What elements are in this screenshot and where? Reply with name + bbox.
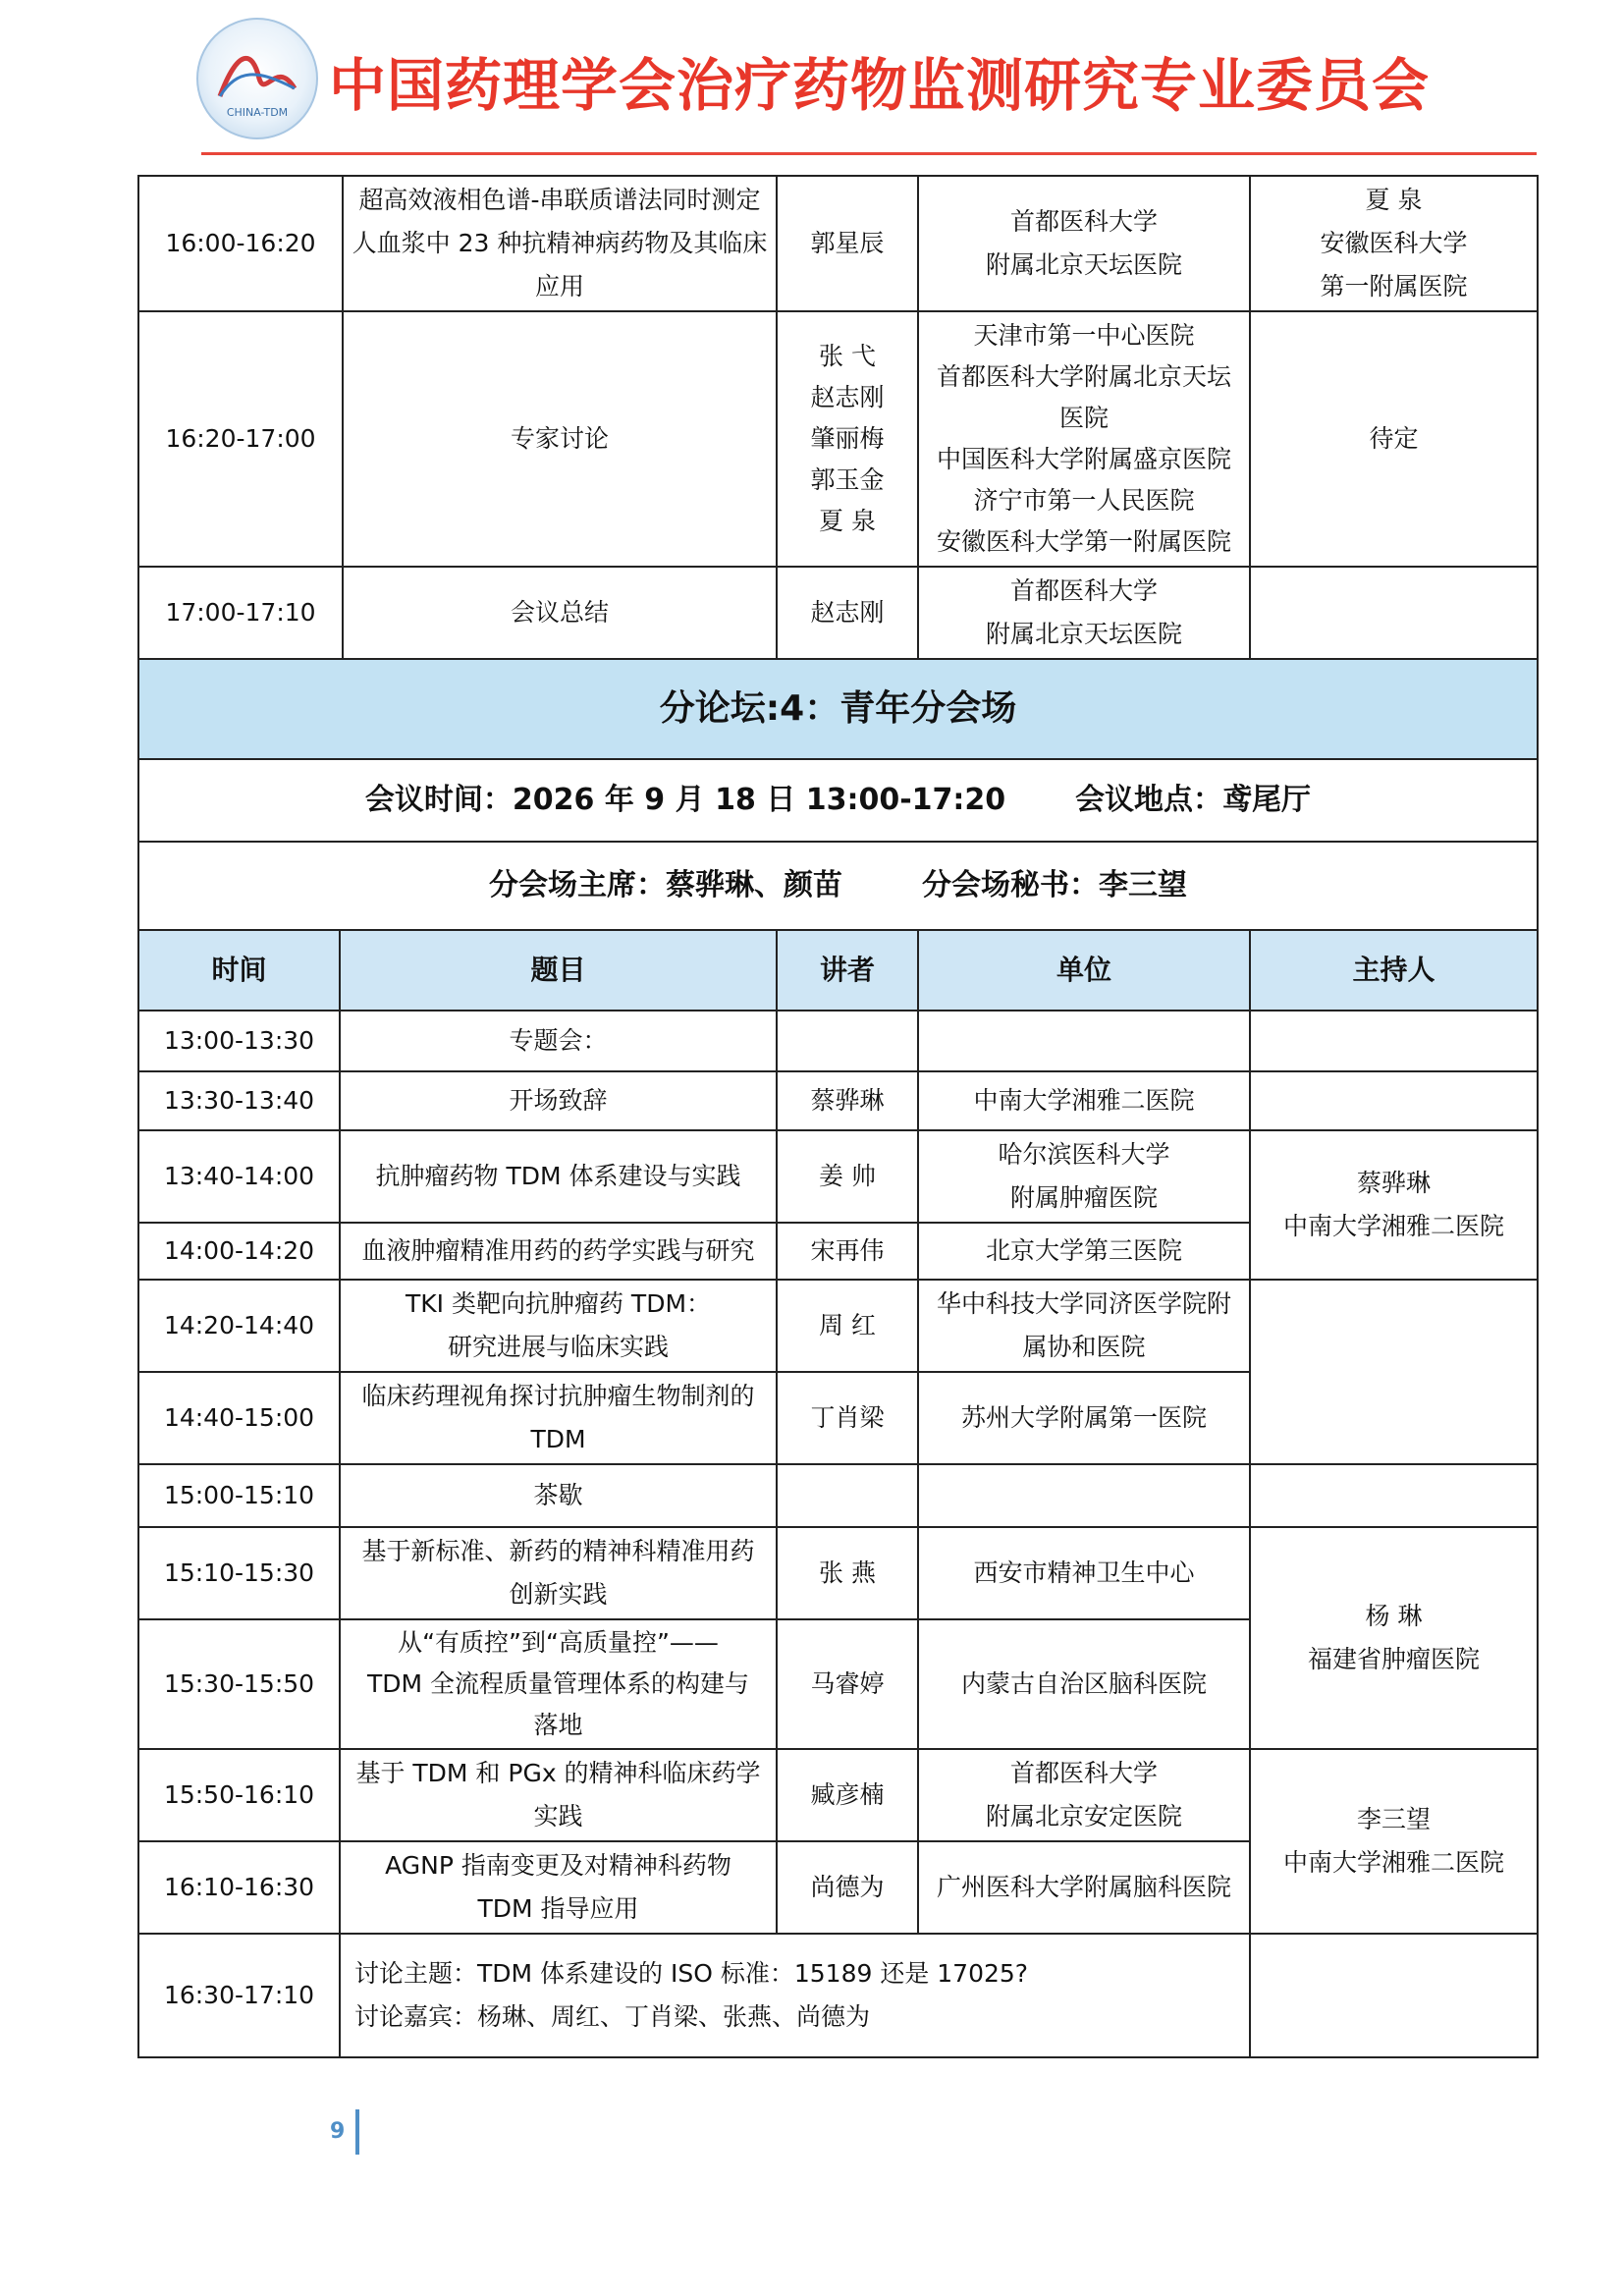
- page-header: [196, 18, 1551, 155]
- table-row: [138, 1071, 1538, 1130]
- table-row: [138, 567, 1538, 659]
- society-logo: [196, 18, 318, 139]
- column-header-topic: 题目: [340, 930, 777, 1011]
- speaker-cell: 丁肖梁: [777, 1372, 918, 1464]
- topic-cell: 基于新标准、新药的精神科精准用药 创新实践: [340, 1527, 777, 1619]
- time-cell: 17:00-17:10: [138, 567, 343, 659]
- meeting-place: 会议地点：鸢尾厅: [1075, 783, 1312, 817]
- session-secretary: 分会场秘书：李三望: [921, 868, 1187, 902]
- topic-cell: 临床药理视角探讨抗肿瘤生物制剂的 TDM: [340, 1372, 777, 1464]
- unit-cell: 华中科技大学同济医学院附 属协和医院: [918, 1280, 1250, 1372]
- unit-cell: 首都医科大学 附属北京天坛医院: [918, 176, 1250, 311]
- header-divider: [201, 152, 1537, 155]
- speaker-cell: 张 燕: [777, 1527, 918, 1619]
- discussion-topic: 讨论主题：TDM 体系建设的 ISO 标准：15189 还是 17025?: [354, 1959, 1029, 1988]
- time-cell: 13:00-13:30: [138, 1011, 340, 1071]
- speaker-cell: 马睿婷: [777, 1619, 918, 1749]
- time-cell: 16:20-17:00: [138, 311, 343, 567]
- topic-cell: AGNP 指南变更及对精神科药物 TDM 指导应用: [340, 1841, 777, 1934]
- time-cell: 15:10-15:30: [138, 1527, 340, 1619]
- topic-cell: 从“有质控”到“高质量控”—— TDM 全流程质量管理体系的构建与 落地: [340, 1619, 777, 1749]
- time-cell: 16:10-16:30: [138, 1841, 340, 1934]
- page-number-bar: [355, 2109, 359, 2155]
- unit-cell: 内蒙古自治区脑科医院: [918, 1619, 1250, 1749]
- meeting-time: 会议时间：2026 年 9 月 18 日 13:00-17:20: [364, 783, 1006, 817]
- column-header-unit: 单位: [918, 930, 1250, 1011]
- unit-cell: 天津市第一中心医院 首都医科大学附属北京天坛医院 中国医科大学附属盛京医院 济宁市第一人民医院 安徽医科大学第一附属医院: [918, 311, 1250, 567]
- table-header-row: [138, 930, 1538, 1011]
- unit-cell: 苏州大学附属第一医院: [918, 1372, 1250, 1464]
- speaker-cell: 郭星辰: [777, 176, 918, 311]
- topic-cell: 专题会：: [340, 1011, 777, 1071]
- table-row: [138, 1749, 1538, 1841]
- host-cell: [1250, 1464, 1538, 1527]
- host-cell: 夏 泉 安徽医科大学 第一附属医院: [1250, 176, 1538, 311]
- table-row: [138, 311, 1538, 567]
- unit-cell: 中南大学湘雅二医院: [918, 1071, 1250, 1130]
- speaker-cell: 宋再伟: [777, 1223, 918, 1280]
- time-cell: 14:00-14:20: [138, 1223, 340, 1280]
- previous-session-table: [137, 175, 1539, 931]
- host-cell: 蔡骅琳 中南大学湘雅二医院: [1250, 1130, 1538, 1280]
- unit-cell: 广州医科大学附属脑科医院: [918, 1841, 1250, 1934]
- topic-cell: 专家讨论: [343, 311, 777, 567]
- host-cell: [1250, 1934, 1538, 2057]
- speaker-cell: [777, 1464, 918, 1527]
- table-row: [138, 1011, 1538, 1071]
- time-cell: 16:00-16:20: [138, 176, 343, 311]
- speaker-cell: [777, 1011, 918, 1071]
- time-cell: 14:20-14:40: [138, 1280, 340, 1372]
- table-row: [138, 1464, 1538, 1527]
- session-chair: 分会场主席：蔡骅琳、颜苗: [489, 868, 843, 902]
- host-cell: [1250, 567, 1538, 659]
- unit-cell: 西安市精神卫生中心: [918, 1527, 1250, 1619]
- topic-cell: TKI 类靶向抗肿瘤药 TDM： 研究进展与临床实践: [340, 1280, 777, 1372]
- speaker-cell: 张 弋 赵志刚 肇丽梅 郭玉金 夏 泉: [777, 311, 918, 567]
- host-cell: [1250, 1071, 1538, 1130]
- table-row: [138, 176, 1538, 311]
- time-cell: 13:40-14:00: [138, 1130, 340, 1223]
- logo-graphic-icon: [198, 20, 316, 137]
- topic-cell: 超高效液相色谱-串联质谱法同时测定人血浆中 23 种抗精神病药物及其临床应用: [343, 176, 777, 311]
- speaker-cell: 臧彦楠: [777, 1749, 918, 1841]
- table-row: [138, 1130, 1538, 1223]
- time-cell: 15:50-16:10: [138, 1749, 340, 1841]
- speaker-cell: 尚德为: [777, 1841, 918, 1934]
- topic-cell: 基于 TDM 和 PGx 的精神科临床药学 实践: [340, 1749, 777, 1841]
- speaker-cell: 姜 帅: [777, 1130, 918, 1223]
- forum-chair-row: [138, 842, 1538, 930]
- page-number: 9: [330, 2119, 346, 2144]
- forum-banner-row: [138, 659, 1538, 759]
- host-cell: 待定: [1250, 311, 1538, 567]
- speaker-cell: 赵志刚: [777, 567, 918, 659]
- logo-text: CHINA-TDM: [226, 106, 289, 119]
- table-row: [138, 1280, 1538, 1372]
- topic-cell: 血液肿瘤精准用药的药学实践与研究: [340, 1223, 777, 1280]
- discussion-row: [138, 1934, 1538, 2057]
- unit-cell: [918, 1011, 1250, 1071]
- topic-cell: 茶歇: [340, 1464, 777, 1527]
- host-cell: 杨 琳 福建省肿瘤医院: [1250, 1527, 1538, 1749]
- topic-cell: 抗肿瘤药物 TDM 体系建设与实践: [340, 1130, 777, 1223]
- speaker-cell: 蔡骅琳: [777, 1071, 918, 1130]
- topic-cell: 开场致辞: [340, 1071, 777, 1130]
- unit-cell: 北京大学第三医院: [918, 1223, 1250, 1280]
- time-cell: 16:30-17:10: [138, 1934, 340, 2057]
- forum-title: 分论坛:4：青年分会场: [138, 659, 1538, 759]
- column-header-speaker: 讲者: [777, 930, 918, 1011]
- organization-title: 中国药理学会治疗药物监测研究专业委员会: [329, 52, 1431, 119]
- unit-cell: 哈尔滨医科大学 附属肿瘤医院: [918, 1130, 1250, 1223]
- forum-chair-secretary: [138, 842, 1538, 930]
- speaker-cell: 周 红: [777, 1280, 918, 1372]
- host-cell: [1250, 1280, 1538, 1464]
- time-cell: 15:30-15:50: [138, 1619, 340, 1749]
- schedule-table: [137, 929, 1539, 2058]
- time-cell: 13:30-13:40: [138, 1071, 340, 1130]
- unit-cell: [918, 1464, 1250, 1527]
- table-row: [138, 1527, 1538, 1619]
- host-cell: [1250, 1011, 1538, 1071]
- topic-cell: 会议总结: [343, 567, 777, 659]
- column-header-time: 时间: [138, 930, 340, 1011]
- time-cell: 15:00-15:10: [138, 1464, 340, 1527]
- forum-time-place: [138, 759, 1538, 842]
- unit-cell: 首都医科大学 附属北京安定医院: [918, 1749, 1250, 1841]
- unit-cell: 首都医科大学 附属北京天坛医院: [918, 567, 1250, 659]
- discussion-cell: [340, 1934, 1250, 2057]
- host-cell: 李三望 中南大学湘雅二医院: [1250, 1749, 1538, 1934]
- time-cell: 14:40-15:00: [138, 1372, 340, 1464]
- discussion-guests: 讨论嘉宾：杨琳、周红、丁肖梁、张燕、尚德为: [354, 2002, 871, 2031]
- forum-time-row: [138, 759, 1538, 842]
- column-header-host: 主持人: [1250, 930, 1538, 1011]
